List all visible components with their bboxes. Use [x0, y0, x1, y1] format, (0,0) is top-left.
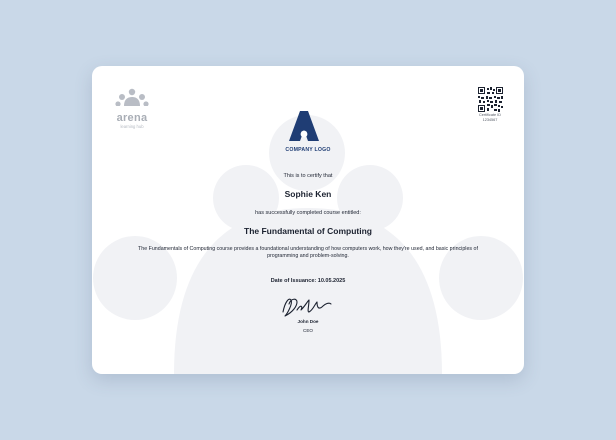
- certificate-card: [92, 66, 524, 374]
- recipient-name: Sophie Ken: [284, 189, 332, 199]
- course-title: The Fundamental of Computing: [244, 226, 372, 236]
- certificate-id-label: Certificate ID: [479, 113, 501, 117]
- course-description: The Fundamentals of Computing course provides a foundational understanding of how computers work, how they're used, and basic principles of programming and problem-solving.: [138, 246, 478, 260]
- qr-code-icon: [478, 87, 503, 112]
- completion-statement: has successfully completed course entitled:: [255, 210, 361, 216]
- signer-title: CEO: [303, 328, 313, 333]
- company-logo-icon: [288, 110, 320, 142]
- signature: [275, 292, 337, 322]
- certify-intro: This is to certify that: [283, 173, 333, 179]
- brand-name: arena: [116, 112, 148, 124]
- issuance-date: Date of Issuance: 10.05.2025: [270, 278, 346, 284]
- company-logo-text: COMPANY LOGO: [285, 147, 331, 153]
- signer-name: John Doe: [297, 319, 319, 324]
- certificate-id-value: 1234567: [482, 118, 498, 122]
- certificate-id: [464, 113, 516, 123]
- brand-mark: [106, 88, 158, 129]
- brand-subtitle: learning hub: [120, 124, 144, 129]
- arena-logo-icon: [112, 88, 152, 106]
